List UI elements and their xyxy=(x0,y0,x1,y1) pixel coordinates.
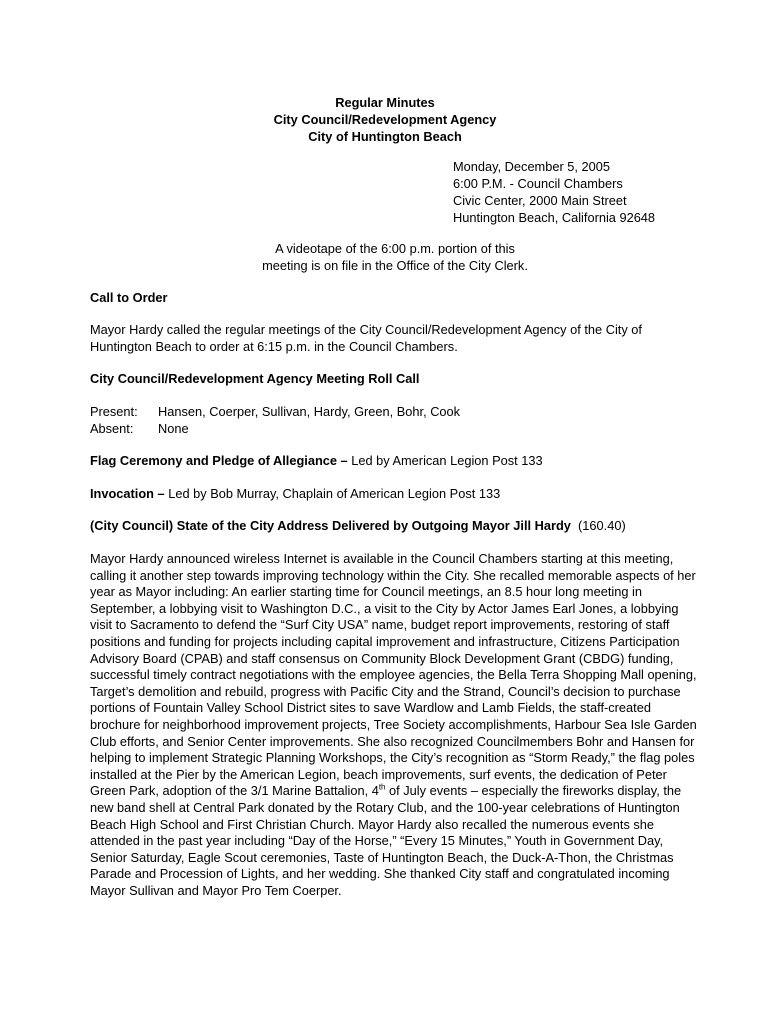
invocation-detail: Led by Bob Murray, Chaplain of American Legion Post 133 xyxy=(168,486,501,501)
call-to-order-text: Mayor Hardy called the regular meetings of the City Council/Redevelopment Agency of the City of Huntington Beach to order at 6:15 p.m. in the Council Chambers. xyxy=(90,322,642,354)
video-note xyxy=(0,240,770,274)
meeting-time-place: 6:00 P.M. - Council Chambers xyxy=(453,176,623,191)
present-value: Hansen, Coerper, Sullivan, Hardy, Green, Bohr, Cook xyxy=(158,404,461,419)
invocation-heading xyxy=(90,486,500,503)
invocation-title: Invocation – xyxy=(90,486,169,501)
flag-ceremony-detail: Led by American Legion Post 133 xyxy=(351,453,543,468)
state-of-city-text xyxy=(90,551,698,899)
flag-ceremony-title: Flag Ceremony and Pledge of Allegiance – xyxy=(90,453,352,468)
header-title: Regular Minutes xyxy=(335,95,435,110)
state-of-city-text-part2: of July events – especially the fireworks display, the new band shell at Central Park donated by the Rotary Club, and the 100-year celebrations of Huntington Beach High School and First Christian Church. Mayor Hardy also recalled the numerous events she attended in the past year including “Day of the Horse,” “Every 15 Minutes,” Youth in Government Day, Senior Saturday, Eagle Scout ceremonies, Taste of Huntington Beach, the Duck-A-Thon, the Christmas Parade and Procession of Lights, and her wedding. She thanked City staff and congratulated incoming Mayor Sullivan and Mayor Pro Tem Coerper. xyxy=(90,783,682,898)
header-city: City of Huntington Beach xyxy=(308,129,462,144)
absent-label: Absent: xyxy=(90,420,134,436)
state-of-city-heading xyxy=(90,518,626,535)
roll-row-absent xyxy=(90,421,460,438)
roll-call-heading: City Council/Redevelopment Agency Meeting Roll Call xyxy=(90,371,420,386)
roll-row-present xyxy=(90,404,460,421)
meeting-address: Civic Center, 2000 Main Street xyxy=(453,193,627,208)
present-label: Present: xyxy=(90,404,138,419)
state-of-city-title: (City Council) State of the City Address Delivered by Outgoing Mayor Jill Hardy xyxy=(90,518,571,533)
header-agency: City Council/Redevelopment Agency xyxy=(273,112,497,127)
state-of-city-text-part1: Mayor Hardy announced wireless Internet is available in the Council Chambers starting at this meeting, calling it another step towards improving technology within the City. She recalled memorable aspects of her year as Mayor including: An earlier starting time for Council meetings, an 8.5 hour long meeting in September, a lobbying visit to Washington D.C., a visit to the City by Actor James Earl Jones, a lobbying visit to Sacramento to defend the “Surf City USA” name, budget report improvements, restoring of staff positions and funding for projects including capital improvement and infrastructure, Citizens Participation Advisory Board (CPAB) and staff consensus on Community Block Development Grant (CBDG) funding, successful timely contract negotiations with the employee agencies, the Bella Terra Shopping Mall opening, Target’s demolition and rebuild, progress with Pacific City and the Strand, Council’s decision to purchase portions of Fountain Valley School District sites to save Wardlow and Lamb Fields, the staff-created brochure for neighborhood improvement projects, Tree Society accomplishments, Harbour Sea Isle Garden Club efforts, and Senior Center improvements. She also recognized Councilmembers Bohr and Hansen for helping to implement Strategic Planning Workshops, the City’s recognition as “Storm Ready,” the flag poles installed at the Pier by the American Legion, beach improvements, surf events, the dedication of Peter Green Park, adoption of the 3/1 Marine Battalion, 4 xyxy=(90,551,697,799)
meeting-city: Huntington Beach, California 92648 xyxy=(453,210,656,225)
flag-ceremony-heading xyxy=(90,453,543,470)
meeting-info xyxy=(453,158,655,226)
video-note-line2: meeting is on file in the Office of the City Clerk. xyxy=(262,258,528,273)
meeting-date: Monday, December 5, 2005 xyxy=(453,159,610,174)
state-of-city-code: (160.40) xyxy=(578,518,626,533)
absent-value: None xyxy=(158,420,189,436)
video-note-line1: A videotape of the 6:00 p.m. portion of this xyxy=(275,241,515,256)
ordinal-superscript: th xyxy=(378,783,386,793)
call-to-order-heading: Call to Order xyxy=(90,290,168,305)
document-header xyxy=(0,94,770,145)
roll-call-table xyxy=(90,404,460,437)
